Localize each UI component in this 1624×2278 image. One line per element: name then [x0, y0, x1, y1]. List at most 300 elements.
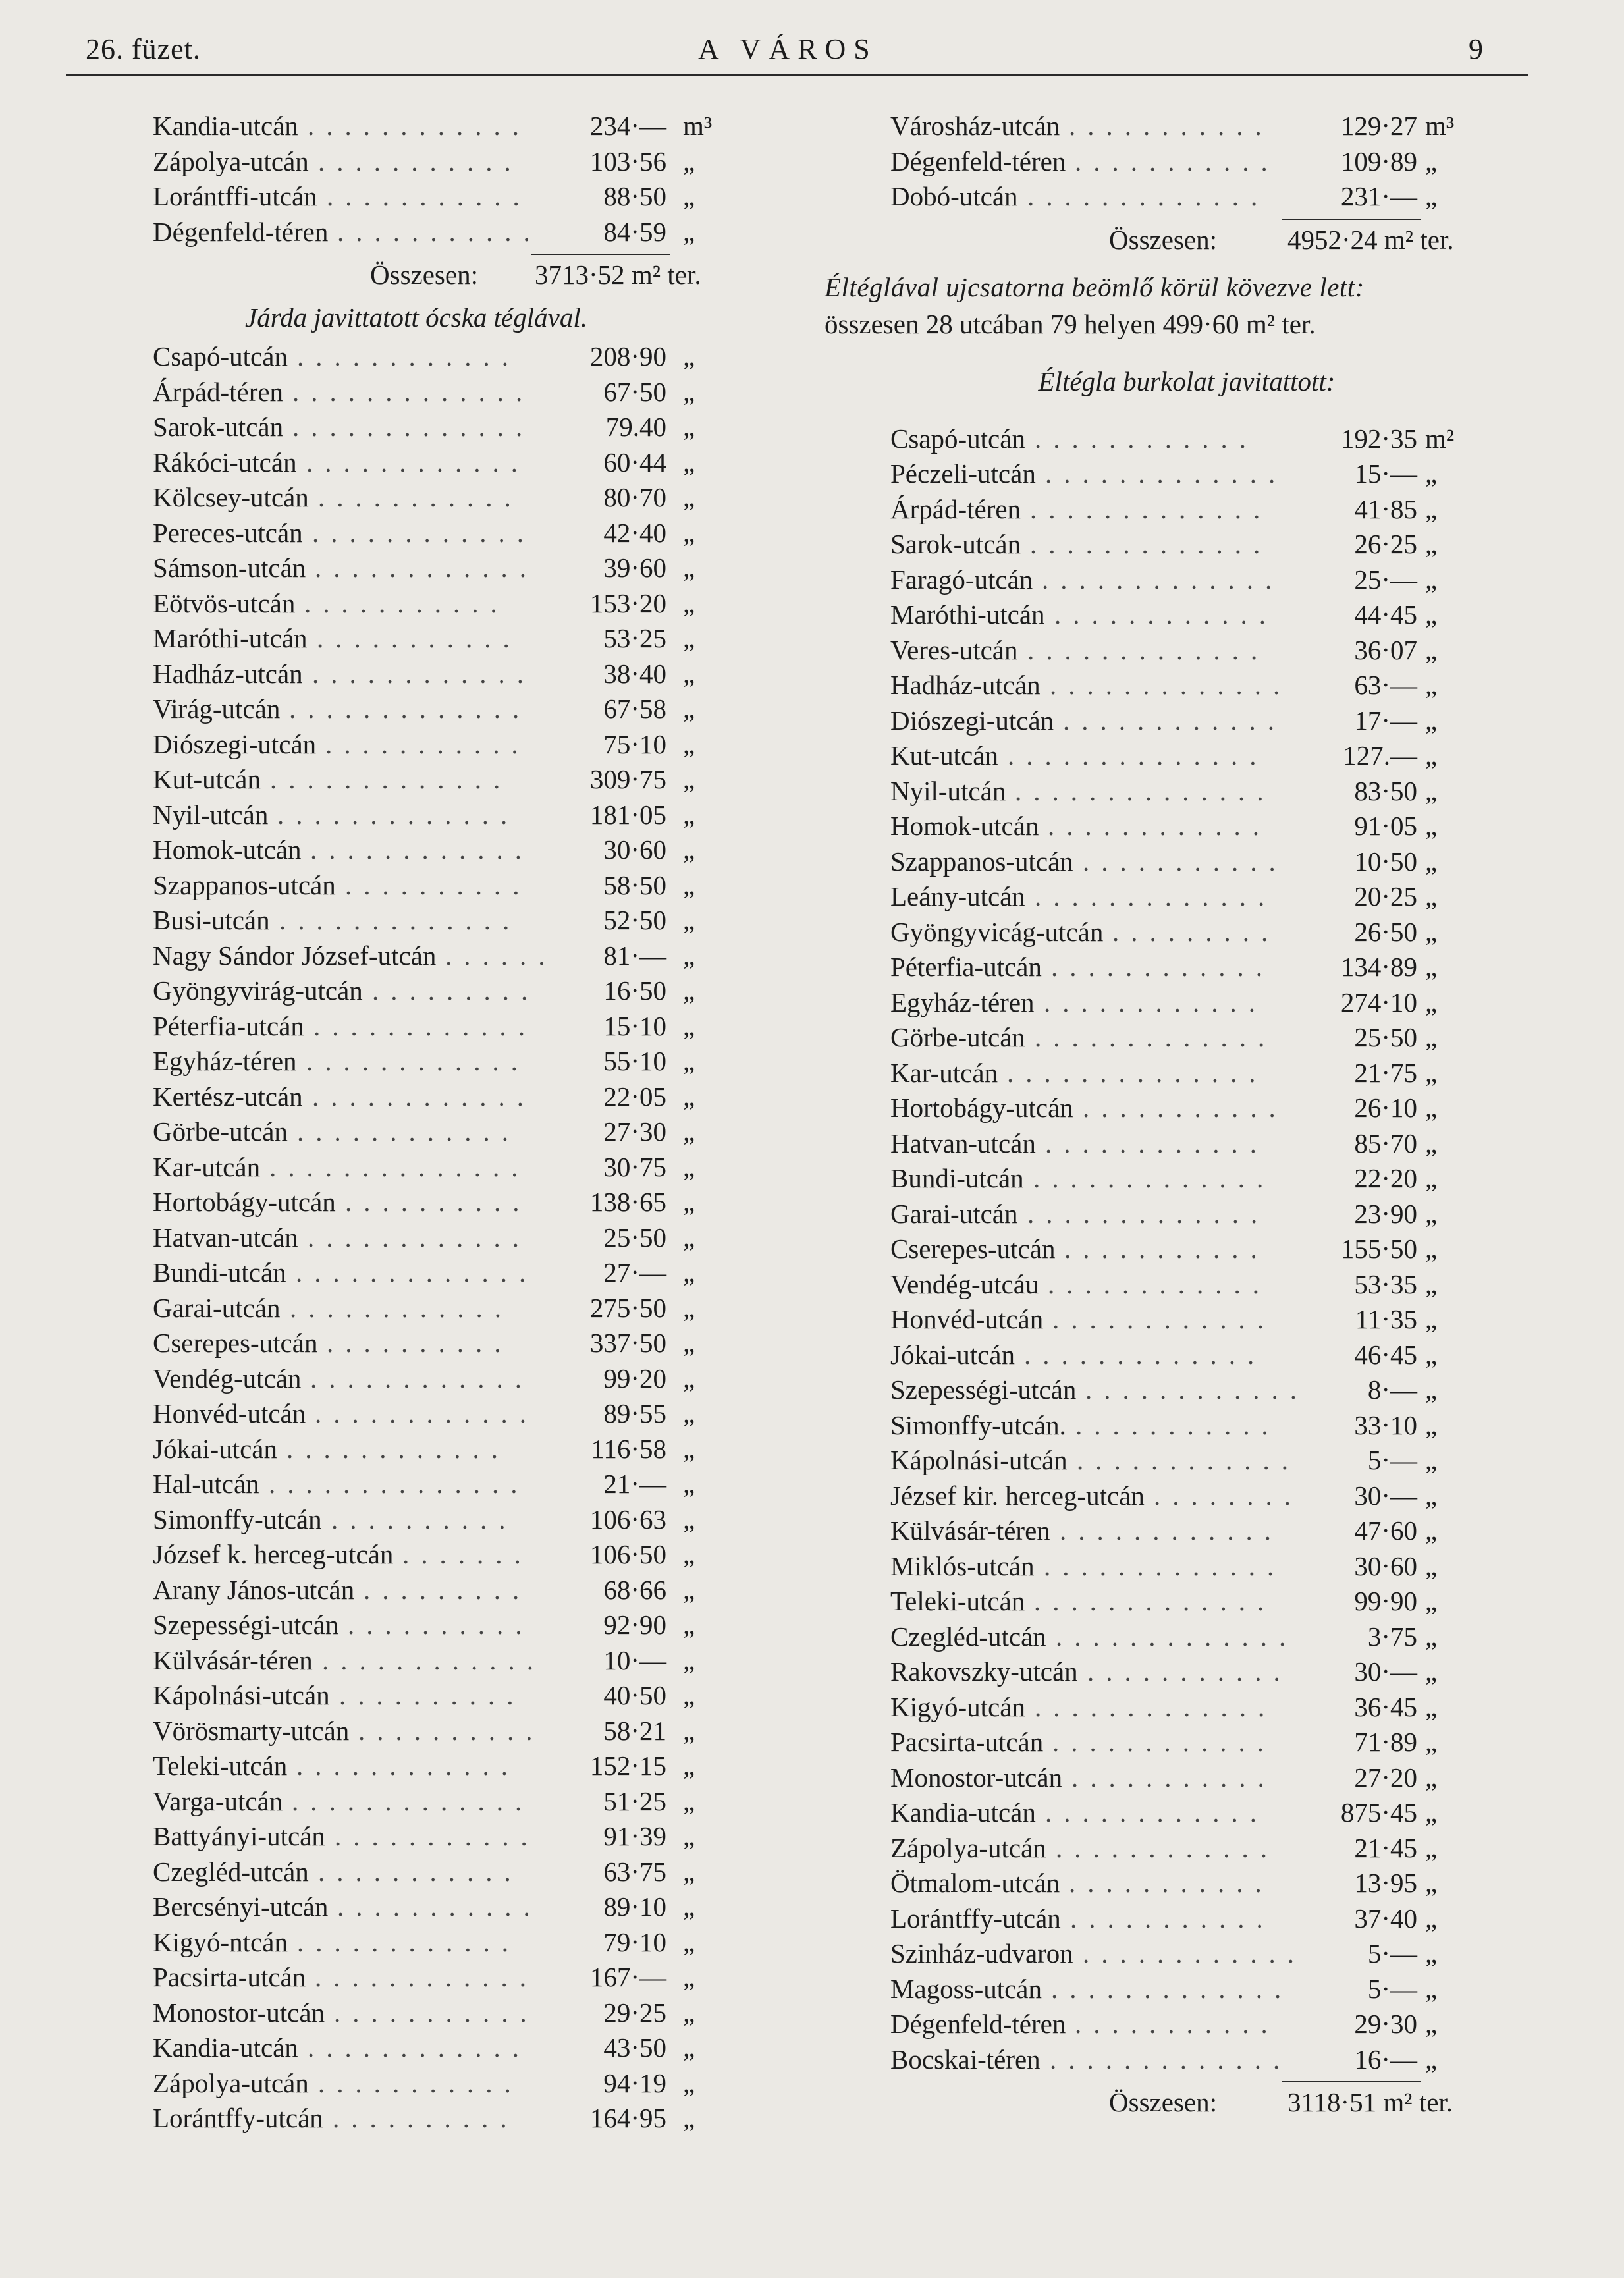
left-column [153, 109, 785, 2136]
leader-dots: ......... [364, 1574, 531, 1605]
area-value: 92·90 [603, 1610, 666, 1640]
street-name: Pacsirta-utcán [890, 1727, 1044, 1757]
unit-mark: „ [1425, 1903, 1438, 1934]
leader-dots: ........... [1075, 2009, 1280, 2039]
table-row [153, 1643, 785, 1679]
area-value: 152·15 [589, 1750, 666, 1781]
table-row [153, 1291, 785, 1326]
table-row [890, 1020, 1536, 1056]
table-row [153, 1009, 785, 1044]
table-row [153, 480, 785, 516]
leader-dots: ............. [1035, 1691, 1277, 1722]
right-section-title: Éltégla burkolat javitattott: [1038, 366, 1336, 396]
area-value: 26·50 [1354, 916, 1417, 947]
table-row [153, 1995, 785, 2031]
unit-mark: „ [1425, 1093, 1438, 1123]
unit-mark: „ [1425, 1691, 1438, 1722]
area-value: 127.— [1343, 740, 1417, 771]
area-value: 30·75 [603, 1151, 666, 1182]
table-row [890, 144, 1536, 180]
unit-mark: „ [1425, 1868, 1438, 1898]
unit-mark: „ [1425, 1022, 1438, 1052]
leader-dots: ........... [335, 1821, 539, 1851]
unit-mark: „ [1425, 705, 1438, 736]
leader-dots: ............. [292, 376, 535, 407]
area-value: 25·50 [1354, 1022, 1417, 1052]
street-name: Honvéd-utcán [153, 1398, 306, 1428]
street-name: Kertész-utcán [153, 1081, 303, 1112]
leader-dots: ............. [1051, 1973, 1293, 2004]
street-name: Pereces-utcán [153, 517, 303, 548]
unit-mark: „ [1425, 1973, 1438, 2004]
table-row [890, 738, 1536, 774]
leader-dots: ........... [1069, 1868, 1274, 1898]
area-value: 15·— [1354, 458, 1417, 489]
table-row [890, 1831, 1536, 1866]
leader-dots: ............. [1027, 1198, 1270, 1229]
table-row [890, 492, 1536, 528]
street-name: Kar-utcán [153, 1151, 261, 1182]
leader-dots: ............ [312, 1081, 535, 1112]
area-value: 234·— [589, 111, 666, 141]
unit-mark: „ [1425, 2044, 1438, 2075]
leader-dots: ............. [1035, 881, 1277, 911]
street-name: Csapó-utcán [153, 341, 288, 371]
area-value: 91·05 [1354, 811, 1417, 841]
unit-mark: „ [683, 553, 695, 583]
area-value: 16·— [1354, 2044, 1417, 2075]
area-value: 153·20 [589, 587, 666, 618]
unit-mark: „ [683, 693, 695, 724]
area-value: 5·— [1367, 1938, 1417, 1968]
table-row [153, 1925, 785, 1961]
street-name: Szappanos-utcán [153, 869, 336, 900]
running-title: A VÁROS [698, 33, 878, 65]
street-name: Busi-utcán [153, 905, 270, 935]
street-name: Cserepes-utcán [890, 1234, 1056, 1264]
unit-mark: „ [1425, 811, 1438, 841]
street-name: Teleki-utcán [153, 1750, 288, 1781]
leader-dots: ............. [296, 1257, 538, 1288]
table-row [890, 1302, 1536, 1338]
street-name: Árpád-téren [890, 493, 1021, 524]
leader-dots: ............. [1030, 529, 1272, 559]
leader-dots: ............. [1042, 564, 1284, 595]
table-row [890, 1901, 1536, 1937]
unit-mark: „ [1425, 634, 1438, 665]
area-value: 5·— [1367, 1973, 1417, 2004]
table-row [153, 375, 785, 410]
unit-mark: „ [683, 799, 695, 830]
unit-mark: „ [683, 869, 695, 900]
unit-mark: „ [1425, 1727, 1438, 1757]
unit-mark: „ [683, 1997, 695, 2028]
leader-dots: ............. [292, 412, 535, 442]
leader-dots: ............. [1024, 1339, 1266, 1370]
area-value: 79·10 [603, 1926, 666, 1957]
street-name: Jézsef kir. herceg-utcán [890, 1480, 1145, 1511]
right-paragraph-plain: összesen 28 utcában 79 helyen 499·60 m² ter. [825, 308, 1316, 339]
unit-mark: „ [683, 447, 695, 477]
unit-mark: „ [683, 1292, 695, 1323]
table-row [890, 1690, 1536, 1725]
table-row [890, 950, 1536, 985]
area-value: 85·70 [1354, 1127, 1417, 1158]
leader-dots: ............ [322, 1644, 545, 1675]
leader-dots: ............ [308, 111, 531, 141]
area-value: 181·05 [589, 799, 666, 830]
area-value: 83·50 [1354, 775, 1417, 806]
street-name: Kandia-utcán [153, 111, 298, 141]
area-value: 39·60 [603, 553, 666, 583]
table-row [890, 179, 1536, 215]
street-name: Rakovszky-utcán [890, 1656, 1078, 1687]
table-row [890, 668, 1536, 703]
leader-dots: ............ [1083, 1938, 1306, 1968]
area-value: 44·45 [1354, 599, 1417, 630]
leader-dots: ......... [372, 975, 540, 1006]
unit-mark: „ [1425, 670, 1438, 700]
unit-mark: „ [1425, 493, 1438, 524]
leader-dots: ............ [312, 517, 535, 548]
area-value: 88·50 [603, 181, 666, 211]
table-row [890, 809, 1536, 844]
area-value: 106·63 [589, 1504, 666, 1534]
unit-mark: „ [1425, 952, 1438, 982]
table-row [153, 1502, 785, 1538]
unit-mark: „ [1425, 1304, 1438, 1334]
street-name: Péterfia-utcán [890, 952, 1042, 982]
unit-mark: „ [1425, 1586, 1438, 1616]
table-row [153, 832, 785, 868]
leader-dots: ............ [1044, 987, 1267, 1017]
street-name: Dégenfeld-téren [890, 2009, 1066, 2039]
street-name: Kölcsey-utcán [153, 482, 309, 512]
leader-dots: .............. [269, 1151, 530, 1182]
unit-mark: „ [683, 1010, 695, 1041]
leader-dots: ............. [1035, 1022, 1277, 1052]
leader-dots: ............. [1050, 670, 1292, 700]
table-row [153, 1537, 785, 1573]
table-row [890, 844, 1536, 880]
unit-mark: „ [1425, 2009, 1438, 2039]
street-name: Külvásár-téren [153, 1644, 313, 1675]
street-name: Kar-utcán [890, 1057, 998, 1088]
table-row [153, 1678, 785, 1714]
unit-mark: „ [1425, 1832, 1438, 1863]
street-name: Simonffy-utcán [153, 1504, 322, 1534]
leader-dots: ............ [1054, 599, 1278, 630]
area-value: 58·21 [603, 1715, 666, 1746]
leader-dots: ............ [290, 1292, 513, 1323]
leader-dots: ............ [315, 1962, 538, 1992]
leader-dots: ............. [270, 764, 512, 794]
unit-mark: „ [683, 181, 695, 211]
street-name: Vendég-utcáu [890, 1268, 1039, 1299]
area-value: 30·60 [1354, 1550, 1417, 1581]
leader-dots: .......... [331, 1504, 518, 1534]
leader-dots: ............ [1052, 1304, 1276, 1334]
street-name: Szinház-udvaron [890, 1938, 1073, 1968]
unit-mark: „ [683, 1715, 695, 1746]
unit-mark: „ [683, 1433, 695, 1464]
leader-dots: ........... [318, 1856, 523, 1887]
table-row [890, 879, 1536, 915]
table-row [890, 421, 1536, 457]
area-value: 275·50 [589, 1292, 666, 1323]
leader-dots: ............ [1060, 1515, 1283, 1546]
table-row [890, 1725, 1536, 1760]
street-name: Hal-utcán [153, 1469, 259, 1499]
leader-dots: ............ [308, 1222, 531, 1253]
leader-dots: ............. [1056, 1621, 1298, 1652]
unit-mark: „ [683, 1328, 695, 1358]
table-row [153, 1220, 785, 1256]
unit-mark: „ [683, 1680, 695, 1710]
leader-dots: ............ [1048, 1268, 1271, 1299]
leader-dots: ............ [297, 341, 520, 371]
street-name: Monostor-utcán [890, 1762, 1063, 1793]
area-value: 22·05 [603, 1081, 666, 1112]
left-total-label: Összesen: [370, 259, 478, 290]
street-name: Vendég-utcán [153, 1363, 302, 1394]
street-name: Homok-utcán [890, 811, 1039, 841]
leader-dots: .......... [345, 869, 531, 900]
unit-mark: „ [683, 376, 695, 407]
street-name: Bundi-utcán [153, 1257, 286, 1288]
area-value: 27·20 [1354, 1762, 1417, 1793]
left-total [153, 255, 785, 294]
table-row [153, 1467, 785, 1502]
area-value: 94·19 [603, 2067, 666, 2098]
table-row [153, 1960, 785, 1995]
table-row [890, 2007, 1536, 2042]
area-value: 26·25 [1354, 529, 1417, 559]
leader-dots: ............ [312, 658, 535, 689]
leader-dots: .......... [327, 1328, 513, 1358]
table-row [890, 1197, 1536, 1232]
leader-dots: ............ [308, 2032, 531, 2063]
unit-mark: „ [1425, 987, 1438, 1017]
table-row [890, 1267, 1536, 1303]
street-name: Hatvan-utcán [890, 1127, 1036, 1158]
area-value: 192·35 [1340, 423, 1417, 454]
unit-mark: „ [683, 146, 695, 176]
unit-mark: „ [1425, 1339, 1438, 1370]
unit-mark: „ [683, 1926, 695, 1957]
unit-mark: „ [683, 482, 695, 512]
table-row [890, 527, 1536, 562]
area-value: 13·95 [1354, 1868, 1417, 1898]
leader-dots: ............ [310, 834, 533, 865]
street-name: Faragó-utcán [890, 564, 1033, 595]
leader-dots: ............ [310, 1363, 533, 1394]
table-row [890, 597, 1536, 633]
table-row [153, 692, 785, 727]
unit-mark: „ [683, 587, 695, 618]
leader-dots: ............ [306, 1046, 529, 1076]
unit-mark: „ [683, 1891, 695, 1922]
leader-dots: ........... [304, 587, 509, 618]
table-row [153, 1855, 785, 1890]
table-row [890, 1478, 1536, 1514]
area-value: 309·75 [589, 764, 666, 794]
leader-dots: ........... [1083, 846, 1287, 877]
table-row [890, 1443, 1536, 1478]
unit-mark: „ [683, 1081, 695, 1112]
unit-mark: „ [1425, 1515, 1438, 1546]
leader-dots: ............ [315, 553, 538, 583]
street-name: Diószegi-utcán [890, 705, 1054, 736]
leader-dots: .......... [339, 1680, 526, 1710]
area-value: 36·07 [1354, 634, 1417, 665]
unit-mark: „ [1425, 1656, 1438, 1687]
area-value: 80·70 [603, 482, 666, 512]
street-name: Kandia-utcán [890, 1797, 1036, 1828]
table-row [153, 410, 785, 445]
street-name: Maróthi-utcán [153, 623, 308, 653]
area-value: 231·— [1340, 181, 1417, 211]
table-row [890, 456, 1536, 492]
right-total-value: 4952·24 m² ter. [1287, 224, 1454, 255]
unit-mark: „ [683, 1257, 695, 1288]
unit-mark: „ [683, 1750, 695, 1781]
table-row [890, 1091, 1536, 1126]
unit-mark: „ [1425, 1550, 1438, 1581]
table-row [153, 1396, 785, 1432]
table-row [890, 1338, 1536, 1373]
leader-dots: ........... [1064, 1234, 1269, 1264]
table-row [890, 985, 1536, 1021]
right-final-total-label: Összesen: [1109, 2087, 1217, 2117]
area-value: 43·50 [603, 2032, 666, 2063]
leader-dots: .............. [1008, 740, 1268, 771]
unit-mark: m² [1425, 423, 1455, 454]
leader-dots: ............ [1077, 1445, 1300, 1475]
street-name: Bundi-utcán [890, 1163, 1024, 1193]
leader-dots: ............. [279, 905, 522, 935]
area-value: 81·— [603, 940, 666, 971]
area-value: 27·30 [603, 1116, 666, 1147]
unit-mark: „ [683, 341, 695, 371]
area-value: 46·45 [1354, 1339, 1417, 1370]
leader-dots: ........... [1070, 1903, 1275, 1934]
area-value: 67·58 [603, 693, 666, 724]
area-value: 21·75 [1354, 1057, 1417, 1088]
table-row [153, 1889, 785, 1925]
area-value: 40·50 [603, 1680, 666, 1710]
street-name: Gyöngyvicág-utcán [890, 916, 1104, 947]
area-value: 10·— [603, 1644, 666, 1675]
leader-dots: ............. [1045, 458, 1287, 489]
street-name: Kigyó-utcán [890, 1691, 1025, 1722]
area-value: 208·90 [589, 341, 666, 371]
street-name: Arany János-utcán [153, 1574, 355, 1605]
unit-mark: „ [1425, 1163, 1438, 1193]
leader-dots: ............. [1050, 2044, 1292, 2075]
unit-mark: „ [683, 216, 695, 247]
issue-number: 26. füzet. [86, 33, 201, 65]
unit-mark: „ [1425, 564, 1438, 595]
table-row [153, 586, 785, 622]
table-row [890, 1126, 1536, 1162]
area-value: 15·10 [603, 1010, 666, 1041]
area-value: 75·10 [603, 728, 666, 759]
table-row [890, 774, 1536, 809]
area-value: 29·25 [603, 1997, 666, 2028]
leader-dots: ............ [1048, 811, 1271, 841]
table-row [153, 1361, 785, 1397]
leader-dots: ........... [1075, 1409, 1280, 1440]
leader-dots: ........... [337, 216, 542, 247]
leader-dots: ............. [1027, 634, 1270, 665]
street-name: Diószegi-utcán [153, 728, 317, 759]
unit-mark: „ [683, 658, 695, 689]
leader-dots: ............ [296, 1750, 520, 1781]
area-value: 63·— [1354, 670, 1417, 700]
table-row [890, 1584, 1536, 1619]
area-value: 53·25 [603, 623, 666, 653]
table-row [153, 1326, 785, 1361]
leader-dots: ........... [327, 181, 531, 211]
area-value: 47·60 [1354, 1515, 1417, 1546]
unit-mark: „ [683, 764, 695, 794]
street-name: Zápolya-utcán [890, 1832, 1046, 1863]
area-value: 11·35 [1355, 1304, 1417, 1334]
unit-mark: „ [683, 517, 695, 548]
leader-dots: .......... [333, 2103, 519, 2133]
unit-mark: „ [1425, 146, 1438, 176]
unit-mark: „ [1425, 1621, 1438, 1652]
table-row [153, 1714, 785, 1749]
leader-dots: ............ [1063, 705, 1286, 736]
area-value: 58·50 [603, 869, 666, 900]
street-name: Kigyó-ntcán [153, 1926, 288, 1957]
street-name: Eötvös-utcán [153, 587, 296, 618]
leader-dots: ............. [1034, 1586, 1276, 1616]
street-name: Csapó-utcán [890, 423, 1025, 454]
table-row [153, 1608, 785, 1643]
area-value: 875·45 [1340, 1797, 1417, 1828]
street-name: Árpád-téren [153, 376, 284, 407]
leader-dots: ....... [402, 1539, 533, 1569]
area-value: 20·25 [1354, 881, 1417, 911]
street-name: Kut-utcán [890, 740, 998, 771]
leader-dots: ............ [315, 1398, 538, 1428]
area-value: 27·— [603, 1257, 666, 1288]
table-row [153, 144, 785, 180]
leader-dots: ............ [1045, 1797, 1268, 1828]
leader-dots: ........ [1154, 1480, 1303, 1511]
leader-dots: ............. [1044, 1550, 1286, 1581]
area-value: 89·10 [603, 1891, 666, 1922]
unit-mark: „ [683, 1539, 695, 1569]
area-value: 5·— [1367, 1445, 1417, 1475]
leader-dots: ............. [277, 799, 520, 830]
unit-mark: „ [1425, 740, 1438, 771]
street-name: Szappanos-utcán [890, 846, 1073, 877]
unit-mark: „ [1425, 529, 1438, 559]
leader-dots: ............. [289, 693, 531, 724]
area-value: 41·85 [1354, 493, 1417, 524]
street-name: Dégenfeld-téren [153, 216, 329, 247]
leader-dots: ........... [1087, 1656, 1292, 1687]
unit-mark: „ [1425, 1127, 1438, 1158]
right-total-label: Összesen: [1109, 224, 1217, 255]
table-row [890, 915, 1536, 950]
unit-mark: „ [1425, 1409, 1438, 1440]
area-value: 25·— [1354, 564, 1417, 595]
